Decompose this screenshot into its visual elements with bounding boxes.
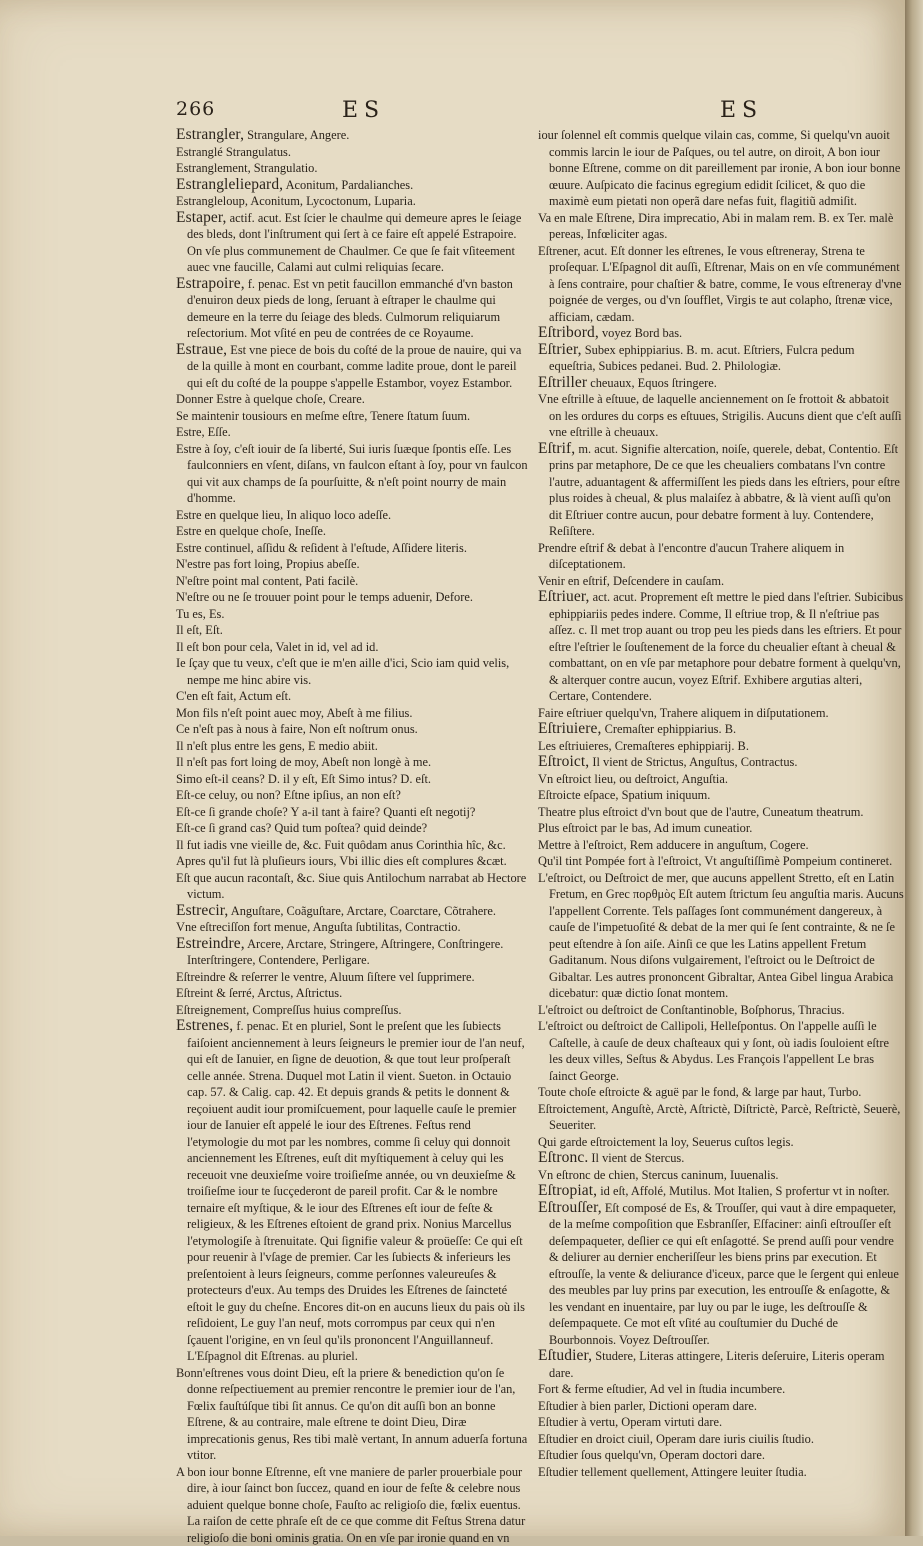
entry-definition: iour ſolennel eſt commis quelque vilain cas, comme, Si quelqu'vn auoit commis larcin le iour de Paſques, ou tel autre, on diroit, A bon iour bonne Eſtrene, comme on dit pareillement par ironie, A bon iour bonne œuure. Auſpicato die facinus egregium edidit ſcilicet, & quo die maximè eum pietati non operã dare nefas fuit, flagitiũ admiſit. [538, 128, 900, 208]
entry-definition: Defore. [432, 590, 473, 604]
entry-headword: Eſt-ce celuy, ou non? [176, 788, 280, 802]
dictionary-entry [176, 424, 530, 441]
entry-definition: Cremaſteres ephippiarij. B. [612, 739, 749, 753]
entry-headword: Ie ſçay que tu veux, c'eſt que ie m'en aille d'ici, [176, 656, 408, 670]
entry-headword: L'eſtroict ou deſtroict de Callipoli, [538, 1019, 707, 1033]
entry-definition: Ad vel in ſtudia incumbere. [647, 1382, 785, 1396]
entry-headword: Eſtudier en droict ciuil, [538, 1432, 653, 1446]
entry-definition: Anguſta ſubtilitas, Contractio. [310, 920, 460, 934]
entry-definition: Actum eſt. [236, 689, 291, 703]
page-number: 266 [176, 98, 215, 120]
entry-headword: Eſtropiat, [538, 1182, 597, 1199]
dictionary-entry [176, 523, 530, 540]
entry-headword: Estre en quelque choſe, [176, 524, 292, 538]
entry-definition: Abeſt à me filius. [324, 706, 412, 720]
dictionary-entry [176, 144, 530, 161]
entry-headword: Eſt-ce ſi grande choſe? Y a-il tant à faire? [176, 805, 380, 819]
entry-headword: Va en male Eſtrene, [538, 211, 635, 225]
entry-headword: Eſtroict, [538, 753, 589, 770]
entry-headword: Eſtudier ſous quelqu'vn, [538, 1448, 656, 1462]
dictionary-entry [538, 441, 904, 540]
entry-definition: Operam dare iuris ciuilis ſtudio. [653, 1432, 814, 1446]
right-column [538, 127, 904, 1357]
dictionary-entry [176, 507, 530, 524]
entry-headword: A bon iour bonne Eſtrenne, [176, 1465, 311, 1479]
entry-definition: In aliquo loco adeſſe. [283, 508, 391, 522]
dictionary-entry [176, 870, 530, 903]
entry-headword: Qu'il tint Pompée fort à l'eſtroict, [538, 854, 701, 868]
entry-definition: Siue quis Antilochum narrabat ab Hectore victum. [187, 871, 526, 902]
entry-headword: Estrangleliepard, [176, 176, 283, 193]
entry-definition: Trahere aliquem in diſputationem. [657, 706, 829, 720]
entry-headword: Prendre eſtrif & debat à l'encontre d'aucun [538, 541, 748, 555]
entry-definition: Seuerus cuſtos legis. [689, 1135, 794, 1149]
dictionary-entry [176, 540, 530, 557]
guide-word-right: ES [720, 98, 763, 123]
entry-headword: N'estre pas fort loing, [176, 557, 283, 571]
entry-headword: L'eſtroict, ou Deſtroict de mer, [538, 871, 688, 885]
dictionary-entry [176, 919, 530, 936]
entry-headword: Faire eſtriuer quelqu'vn, [538, 706, 657, 720]
dictionary-entry [176, 1018, 530, 1365]
entry-definition: Aconitum, Lycoctonum, Luparia. [248, 194, 416, 208]
entry-headword: Eſtroictement, [538, 1102, 609, 1116]
dictionary-entry [538, 573, 904, 590]
entry-definition: Eſt composé de Es, & Trouſſer, qui vaut à dire empaqueter, de la meſme compoſition que Esbranſſer, Eſfaciner: ainſi eſtrouſſer eſt deſempaqueter, deſlier ce qui eſt enſagotté. Se prend auſſi pour vendre & deliurer au dernier encheriſſeur les biens prins par execution. Et eſtrouſſe, la vente & deliurance d'iceux, parce que le ſergent qui enleue des meubles par luy prins par execution, les entrouſſe & enſagotte, & les vendant en inuentaire, par luy ou par le iuge, les deſtrouſſe & deſempaquete. Ce mot eſt vſité au couſtumier du Duché de Bourbonnois. Voyez Deſtrouſſer. [549, 1201, 899, 1347]
dictionary-entry [176, 705, 530, 722]
dictionary-entry [538, 1167, 904, 1184]
entry-headword: Estre, [176, 425, 205, 439]
dictionary-entry [176, 754, 530, 771]
entry-definition: Strangulare, Angere. [244, 128, 349, 142]
entry-headword: Estrangler, [176, 126, 244, 143]
entry-headword: Simo eſt-il ceans? D. il y eſt, [176, 772, 318, 786]
dictionary-entry [538, 1200, 904, 1349]
dictionary-entry [538, 820, 904, 837]
entry-definition: f. penac. Et en pluriel, Sont le preſent que les ſubiects faiſoient anciennement à leurs ſeigneurs le premier iour de l'an neuf, qui eſt de Ianuier, en ſigne de deuotion, & que tout leur proſperaſt celle année. Strena. Duquel mot Latin il vient. Sueton. in Octauio cap. 57. & Calig. cap. 42. Et depuis grands & petits le donnent & reçoiuent audit iour promiſcuement, pour laquelle cauſe le premier iour de Ianuier eſt appelé le iour des Eſtrenes. Feſtus rend l'etymologie du mot par les nombres, comme ſi celuy qui donnoit anciennement les Eſtrenes, euſt dit myſtiquement à celuy qui les receuoit vne deuxieſme voire troiſieſme année, ou vn deuxieſme & troiſieſme iour te ſucçederont de pareil profit. Car & le nombre ternaire eſt myſtique, & le iour des Eſtrenes eſt iour de feſte & religieux, & les Eſtrenes eſtoient de grand prix. Nonius Marcellus l'etymologiſe à ſtrenuitate. Qui ſignifie valeur & proüeſſe: Ce qui eſt pour reuenir à l'vſage de premier. Car les ſubiects & inferieurs les preſentoient à leurs ſeigneurs, comme perſonnes valeureuſes & protecteurs d'eux. Au temps des Druides les Eſtrenes de ſaincteté eſtoit le guy du cheſne. Encores dit-on en aucuns lieux du pais où ils reſidoient, Le guy l'an neuf, mots corrompus par ceux qui n'en ſçauent l'origine, en vn ſeul qu'ils prononcent l'Anguillanneuf. L'Eſpagnol dit Eſtrenas. au pluriel. [187, 1019, 525, 1363]
guide-word-left: ES [342, 98, 385, 123]
dictionary-entry [176, 969, 530, 986]
entry-definition: Aconitum, Pardalianches. [283, 178, 413, 192]
entry-headword: Eſtronc. [538, 1149, 588, 1166]
entry-headword: Eſtrouſſer, [538, 1199, 602, 1216]
entry-definition: Eſt Simo intus? D. eſt. [318, 772, 431, 786]
dictionary-entry [176, 193, 530, 210]
entry-definition: Eſtne ipſius, an non eſt? [280, 788, 400, 802]
entry-headword: Eſtreindre & reſerrer le ventre, [176, 970, 327, 984]
entry-headword: Estranglement, [176, 161, 251, 175]
entry-headword: Il n'eſt pas fort loing de moy, [176, 755, 319, 769]
dictionary-entry [176, 853, 530, 870]
entry-definition: Operam virtuti dare. [618, 1415, 722, 1429]
dictionary-entry [538, 210, 904, 243]
entry-headword: Il eſt bon pour cela, [176, 640, 273, 654]
entry-headword: Apres qu'il fut là pluſieurs iours, [176, 854, 337, 868]
dictionary-entry [538, 1018, 904, 1084]
entry-definition: Aſſidere literis. [390, 541, 467, 555]
dictionary-entry [176, 177, 530, 194]
entry-headword: Eſtrier, [538, 341, 582, 358]
dictionary-entry [538, 1464, 904, 1481]
entry-definition: Boſphorus, Thracius. [737, 1003, 844, 1017]
dictionary-entry [176, 820, 530, 837]
entry-headword: Eſtriuiere, [538, 720, 602, 737]
dictionary-entry [176, 441, 530, 507]
dictionary-entry [538, 870, 904, 1002]
dictionary-entry [176, 985, 530, 1002]
dictionary-entry [176, 1365, 530, 1464]
entry-definition: Il vient de Strictus, Anguſtus, Contractus. [589, 755, 797, 769]
entry-definition: Strangulatus. [223, 145, 291, 159]
entry-definition: eſt vne maniere de parler prouerbiale pour dire, à iour ſainct bon ſuccez, quand en iour de feſte & celebre nous aduient quelque bonne choſe, Fauſto ac religioſo die, fœlix euentus. La raiſon de cette phraſe eſt de ce que comme dit Feſtus Strena datur religioſo die boni ominis gratia. On en vſe par ironie quand en vn [187, 1465, 525, 1545]
dictionary-entry [176, 276, 530, 342]
dictionary-entry [538, 127, 904, 210]
entry-headword: Les eſtriuieres, [538, 739, 612, 753]
entry-headword: Vne eſtreciſſon fort menue, [176, 920, 310, 934]
entry-definition: Propius abeſſe. [283, 557, 360, 571]
entry-definition: Spatium iniquum. [619, 788, 711, 802]
entry-definition: Eſt. [202, 623, 223, 637]
entry-headword: Vn eſtronc de chien, [538, 1168, 638, 1182]
dictionary-entry [176, 804, 530, 821]
entry-definition: Cremaſter ephippiarius. B. [602, 722, 737, 736]
dictionary-entry [538, 325, 904, 342]
entry-definition: Valet in id, vel ad id. [273, 640, 379, 654]
entry-definition: voyez Bord bas. [599, 326, 682, 340]
entry-definition: Es. [206, 607, 225, 621]
dictionary-entry [176, 655, 530, 688]
dictionary-entry [538, 1002, 904, 1019]
entry-definition: Eſſe. [205, 425, 231, 439]
dictionary-entry [538, 1348, 904, 1381]
dictionary-entry [176, 408, 530, 425]
entry-definition: Rem adducere in anguſtum, Cogere. [627, 838, 809, 852]
entry-definition: Scio iam quid velis, nempe me hinc abire vis. [187, 656, 509, 687]
entry-definition: Quanti eſt negotij? [380, 805, 475, 819]
entry-definition: Compreſſus huius compreſſus. [249, 1003, 401, 1017]
dictionary-entry [176, 573, 530, 590]
entry-headword: Qui garde eſtroictement la loy, [538, 1135, 689, 1149]
entry-headword: Donner Estre à quelque choſe, [176, 392, 326, 406]
dictionary-entry [538, 540, 904, 573]
dictionary-entry [176, 1464, 530, 1546]
entry-headword: Mon fils n'eſt point auec moy, [176, 706, 324, 720]
entry-definition: que aucuns appellent Stretto, eſt en Latin Fretum, en Grec πορθμὸς Eſt autem ſtrictum ſeu anguſtia maris. Aucuns l'appellent Corrente. Tels paſſages ſont communément dangereux, à cauſe de l'impetuoſité & debat de la mer qui ſe ſent contrainte, & ne ſe peut eſtendre à ſon aiſe. Ainſi ce que les Latins appellent Fretum Gaditanum. Nous diſons vulgairement, l'eſtroict ou le Deſtroict de Gibaltar. Les autres prononcent Gibraltar, Antea Gibel lingua Arabica dicebatur: quæ dictio ſonat montem. [549, 871, 904, 1001]
entry-headword: Eſtudier tellement quellement, [538, 1465, 688, 1479]
entry-definition: cheuaux, Equos ſtringere. [587, 376, 717, 390]
entry-headword: Plus eſtroict par le bas, [538, 821, 651, 835]
entry-definition: Aluum ſiſtere vel ſupprimere. [327, 970, 475, 984]
dictionary-entry [176, 127, 530, 144]
book-gutter [905, 0, 923, 1536]
dictionary-entry [538, 342, 904, 375]
entry-definition: Fuit quôdam anus Corinthia hîc, &c. [321, 838, 505, 852]
entry-headword: Eſt-ce ſi grand cas? [176, 821, 271, 835]
entry-definition: acut. Eſt donner les eſtrenes, Ie vous eſtreneray, Strena te proſequar. L'Eſpagnol dit auſſi, Eſtrenar, Mais on en vſe communément à ſens contraire, pour chaſtier & batre, comme, Ie vous eſtreneray d'vne poignée de verges, ou d'vn ſoufflet, Virgis te aut colapho, ſtrenæ vice, afficiam, cædam. [549, 244, 901, 324]
entry-headword: Se maintenir tousiours en meſme eſtre, [176, 409, 367, 423]
entry-headword: Vn eſtroict lieu, ou deſtroict, [538, 772, 679, 786]
entry-definition: Anguſtè, Arctè, Aſtrictè, Diſtrictè, Parcè, Reſtrictè, Seuerè, Seueriter. [549, 1102, 900, 1133]
dictionary-entry [176, 1002, 530, 1019]
entry-headword: Toute choſe eſtroicte & aguë par le fond, & large par haut, [538, 1085, 826, 1099]
entry-definition: Est vne piece de bois du coſté de la proue de nauire, qui va de la quille à mont en courbant, comme ladite proue, dont le pareil qui eſt du coſté de la pouppe s'appelle Estambor, voyez Estambor. [187, 343, 521, 390]
dictionary-entry [176, 342, 530, 392]
dictionary-entry [538, 375, 904, 392]
entry-definition: Strangulatio. [251, 161, 318, 175]
entry-headword: Mettre à l'eſtroict, [538, 838, 627, 852]
entry-definition: m. acut. Signifie altercation, noiſe, querele, debat, Contentio. Eſt prins par metaphore, De ce que les cheualiers combatans l'vn contre l'autre, aduantagent & affermiſſent les pieds dans les eſtriers, pour eſtre plus roides à cheual, & plus malaiſez à abbatre, & là vient auſſi qu'on dit Eſtriuer contre aucun, pour debatre forment à luy. Contendere, Reſiſtere. [549, 442, 900, 539]
dictionary-entry [538, 705, 904, 722]
entry-definition: Deſcendere in cauſam. [610, 574, 724, 588]
entry-definition: de laquelle anciennement on ſe frottoit & abbatoit on les ordures du corps es eſtuues, Strigilis. Aucuns dient que c'eſt auſſi vne eſtrille à cheuaux. [549, 392, 902, 439]
page-header [0, 98, 905, 124]
entry-headword: L'eſtroict ou deſtroict de Conſtantinoble, [538, 1003, 737, 1017]
entry-headword: Eſtreint & ſerré, [176, 986, 255, 1000]
entry-definition: Studere, Literas attingere, Literis deſeruire, Literis operam dare. [549, 1349, 885, 1380]
entry-definition: Ineſſe. [292, 524, 326, 538]
entry-definition: Non eſt noſtrum onus. [306, 722, 418, 736]
entry-definition: Stercus caninum, Iuuenalis. [638, 1168, 778, 1182]
entry-headword: Estre à ſoy, [176, 442, 231, 456]
entry-definition: Vt anguſtiſſimè Pompeium contineret. [701, 854, 892, 868]
dictionary-entry [176, 771, 530, 788]
entry-headword: Estrangleloup, [176, 194, 248, 208]
entry-headword: Il fut iadis vne vieille de, &c. [176, 838, 321, 852]
entry-definition: act. acut. Proprement eſt mettre le pied dans l'eſtrier. Subicibus ephippiariis pedes indere. Comme, Il eſtriue trop, & Il n'eſtriue pas aſſez. c. Il met trop auant ou trop peu les pieds dans les eſtriers. Et pour eſtre l'eſtrier le ſouſtenement de la force du cheualier eſtant à cheual & combattant, on en vſe par metaphore pour debatre forment à quelqu'vn, & alterquer contre aucun, voyez Eſtrif. Exhibere argutias alteri, Certare, Contendere. [549, 590, 903, 703]
entry-definition: c'eſt iouir de ſa liberté, Sui iuris ſuæque ſpontis eſſe. Les faulconniers en vſent, diſans, vn faulcon eſtant à ſoy, pour vn faulcon qui vit aux champs de ſa pourſuitte, & n'eſt point nourry de main d'homme. [187, 442, 528, 506]
dictionary-entry [538, 804, 904, 821]
entry-definition: Anguſtia. [679, 772, 728, 786]
entry-definition: Tenere ſtatum ſuum. [367, 409, 470, 423]
entry-definition: Attingere leuiter ſtudia. [688, 1465, 806, 1479]
entry-headword: Il eſt, [176, 623, 202, 637]
entry-headword: Eſtriller [538, 374, 587, 391]
dictionary-entry [176, 837, 530, 854]
entry-headword: Estreindre, [176, 935, 245, 952]
dictionary-entry [538, 243, 904, 326]
entry-definition: Vbi illic dies eſt complures &cæt. [337, 854, 507, 868]
entry-definition: Dira imprecatio, Abi in malam rem. B. ex Ter. malè pereas, Infœliciter agas. [549, 211, 893, 242]
entry-definition: Turbo. [826, 1085, 862, 1099]
entry-headword: Eſtroicte eſpace, [538, 788, 619, 802]
dictionary-entry [176, 903, 530, 920]
entry-definition: f. penac. Est vn petit faucillon emmanché d'vn baston d'enuiron deux pieds de long, ſeruant à eſtraper le chaulme qui demeure en la terre du ſeiage des bleds. Culmorum reliquiarum reſectorium. Mot vſité en peu de contrées de ce Royaume. [187, 277, 513, 341]
dictionary-entry [538, 1183, 904, 1200]
entry-definition: Ad imum cuneatior. [651, 821, 752, 835]
dictionary-entry [538, 1150, 904, 1167]
dictionary-entry [538, 589, 904, 705]
entry-definition: actif. acut. Est ſcier le chaulme qui demeure apres le ſeiage des bleds, dont l'inſtrument qui ſert à ce faire eſt appelé Estrapoire. On vſe plus communement de Chaulmer. Ce que ſe fait vſiteement auec vne faucille, Calami aut culmi reliquias ſecare. [187, 211, 521, 275]
entry-definition: Cuneatum theatrum. [759, 805, 863, 819]
dictionary-entry [538, 721, 904, 738]
entry-definition: Arcere, Arctare, Stringere, Aſtringere, Conſtringere. Interſtringere, Contendere, Perligare. [187, 937, 503, 968]
dictionary-entry [538, 1134, 904, 1151]
entry-headword: Estaper, [176, 209, 227, 226]
dictionary-entry [538, 754, 904, 771]
dictionary-entry [538, 787, 904, 804]
entry-headword: Estranglé [176, 145, 223, 159]
dictionary-entry [538, 1084, 904, 1101]
entry-headword: Il n'eſt plus entre les gens, [176, 739, 305, 753]
entry-headword: Tu es, [176, 607, 206, 621]
entry-headword: Eſtribord, [538, 324, 599, 341]
entry-definition: Quid tum poſtea? quid deinde? [271, 821, 427, 835]
entry-definition: Abeſt non longè à me. [319, 755, 431, 769]
entry-definition: Dictioni operam dare. [646, 1399, 757, 1413]
dictionary-entry [538, 1431, 904, 1448]
entry-definition: Helleſpontus. On l'appelle auſſi le Caſtelle, à cauſe de deux chaſteaux qui y ſont, où iadis ſouloient eſtre les deux villes, Seſtus & Abydus. Les François l'appellent Le bras ſainct George. [549, 1019, 889, 1083]
entry-headword: N'eſtre ou ne ſe trouuer point pour le temps aduenir, [176, 590, 432, 604]
entry-definition: Pati facilè. [302, 574, 358, 588]
dictionary-entry [538, 391, 904, 441]
dictionary-entry [538, 1101, 904, 1134]
entry-headword: Estrenes, [176, 1017, 233, 1034]
dictionary-entry [176, 210, 530, 276]
entry-definition: Anguſtare, Coãguſtare, Arctare, Coarctare, Cõtrahere. [228, 904, 496, 918]
entry-headword: Estre en quelque lieu, [176, 508, 283, 522]
entry-headword: N'eſtre point mal content, [176, 574, 302, 588]
dictionary-entry [176, 787, 530, 804]
dictionary-entry [176, 556, 530, 573]
dictionary-entry [176, 936, 530, 969]
entry-definition: Subex ephippiarius. B. m. acut. Eſtriers, Fulcra pedum equeſtria, Subices pedanei. Bud. 2. Philologiæ. [549, 343, 855, 374]
entry-definition: E medio abiit. [305, 739, 378, 753]
entry-headword: Vne eſtrille à eſtuue, [538, 392, 639, 406]
dictionary-entry [538, 1381, 904, 1398]
dictionary-entry [176, 606, 530, 623]
left-column [176, 127, 530, 1457]
dictionary-entry [538, 853, 904, 870]
dictionary-entry [176, 589, 530, 606]
entry-headword: Eſtreignement, [176, 1003, 249, 1017]
entry-headword: Eſtudier, [538, 1347, 592, 1364]
entry-definition: Il vient de Stercus. [588, 1151, 684, 1165]
dictionary-entry [538, 771, 904, 788]
entry-headword: Estrecir, [176, 902, 228, 919]
entry-headword: Theatre plus eſtroict d'vn bout que de l'autre, [538, 805, 759, 819]
entry-headword: Eſtrif, [538, 440, 575, 457]
entry-headword: Estre continuel, aſſidu & reſident à l'eſtude, [176, 541, 390, 555]
entry-headword: Estrapoire, [176, 275, 245, 292]
dictionary-entry [176, 622, 530, 639]
entry-headword: Eſtrener, [538, 244, 581, 258]
dictionary-entry [538, 1398, 904, 1415]
dictionary-entry [538, 738, 904, 755]
entry-headword: Eſtudier à vertu, [538, 1415, 618, 1429]
entry-headword: Estraue, [176, 341, 227, 358]
entry-definition: Trahere aliquem in diſceptationem. [549, 541, 844, 572]
dictionary-entry [176, 738, 530, 755]
entry-headword: Ce n'eſt pas à nous à faire, [176, 722, 306, 736]
entry-headword: C'en eſt fait, [176, 689, 236, 703]
dictionary-entry [176, 391, 530, 408]
entry-headword: Fort & ferme eſtudier, [538, 1382, 647, 1396]
entry-headword: Eſt que aucun racontaſt, &c. [176, 871, 315, 885]
dictionary-entry [176, 160, 530, 177]
entry-definition: Arctus, Aſtrictus. [255, 986, 342, 1000]
entry-definition: Creare. [326, 392, 365, 406]
entry-headword: Eſtudier à bien parler, [538, 1399, 646, 1413]
dictionary-entry [538, 837, 904, 854]
entry-definition: id eſt, Affolé, Mutilus. Mot Italien, S profertur vt in noſter. [597, 1184, 889, 1198]
entry-headword: Venir en eſtrif, [538, 574, 610, 588]
entry-definition: eſt la priere & benediction qu'on ſe donne reſpectiuement au premier rencontre le premier iour de l'an, Fœlix fauſtúſque tibi ſit annus. Ce qu'on dit auſſi bon an bonne Eſtrene, & au contraire, male eſtrene te doint Dieu, Diræ imprecationis genus, Res tibi malè vertant, In annum aduerſa fortuna vtitor. [187, 1366, 527, 1463]
dictionary-entry [176, 639, 530, 656]
dictionary-entry [176, 721, 530, 738]
entry-headword: Eſtriuer, [538, 588, 590, 605]
entry-definition: Operam doctori dare. [656, 1448, 765, 1462]
dictionary-entry [538, 1414, 904, 1431]
dictionary-entry [538, 1447, 904, 1464]
entry-headword: Bonn'eſtrenes vous doint Dieu, [176, 1366, 329, 1380]
dictionary-entry [176, 688, 530, 705]
